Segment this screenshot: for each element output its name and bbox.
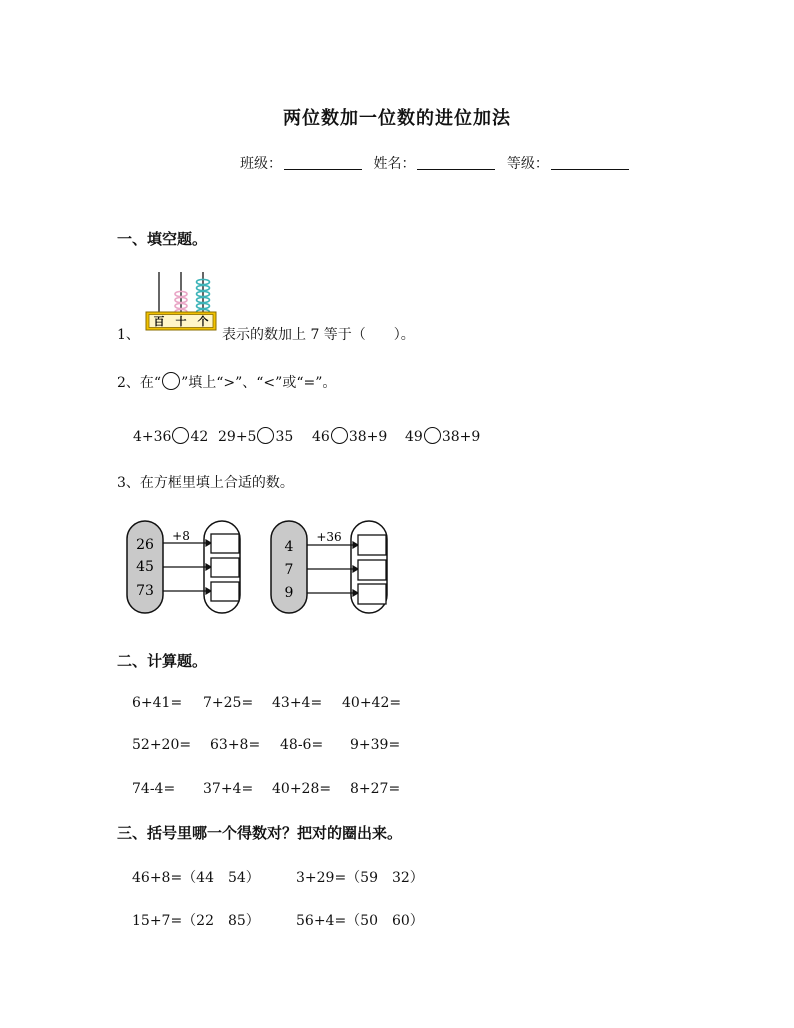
question3-text: 3、在方框里填上合适的数。 — [117, 475, 294, 491]
compare-item — [405, 427, 480, 445]
calc-item: 63+8= — [210, 737, 261, 753]
compare-right: 42 — [190, 429, 209, 445]
abacus-label-hundreds: 百 — [153, 315, 165, 328]
compare-item — [312, 427, 387, 445]
answer-box[interactable] — [211, 558, 239, 577]
answer-box[interactable] — [358, 560, 386, 580]
compare-item — [218, 427, 293, 445]
choice-item: 15+7=（22 85） — [132, 913, 260, 929]
calc-item: 40+28= — [272, 781, 332, 797]
section2-heading: 二、计算题。 — [117, 652, 208, 670]
compare-right: 38+9 — [348, 429, 388, 445]
diagram2-operation: +36 — [316, 530, 342, 544]
addition-diagram-1 — [124, 518, 244, 616]
calc-item: 48-6= — [280, 737, 324, 753]
answer-box[interactable] — [358, 584, 386, 604]
question2-suffix: ”填上“>”、“<”或“=”。 — [181, 375, 337, 391]
compare-left: 29+5 — [218, 429, 257, 445]
diagram1-value: 73 — [136, 583, 154, 599]
calc-item: 74-4= — [132, 781, 176, 797]
grade-blank[interactable] — [551, 155, 629, 170]
calc-item: 8+27= — [350, 781, 401, 797]
calc-item: 40+42= — [342, 695, 402, 711]
name-label: 姓名： — [373, 156, 416, 172]
compare-circle[interactable] — [257, 427, 274, 444]
grade-label: 等级： — [506, 156, 549, 172]
question2-text — [117, 372, 336, 392]
addition-diagram-2 — [268, 518, 392, 616]
abacus-image — [145, 270, 225, 334]
compare-item — [133, 427, 208, 445]
diagram2-value: 9 — [284, 585, 294, 601]
abacus-label-ones: 个 — [197, 315, 209, 328]
circle-symbol-icon — [162, 372, 180, 390]
answer-box[interactable] — [211, 534, 239, 553]
calc-item: 37+4= — [203, 781, 254, 797]
question1-text: 表示的数加上 7 等于（ ）。 — [222, 327, 415, 343]
name-blank[interactable] — [417, 155, 495, 170]
student-info-line — [240, 153, 636, 173]
diagram1-operation: +8 — [172, 529, 190, 543]
diagram1-value: 45 — [136, 559, 154, 575]
abacus-label-tens: 十 — [175, 315, 187, 328]
diagram2-value: 4 — [284, 539, 294, 555]
diagram1-value: 26 — [136, 537, 154, 553]
compare-circle[interactable] — [424, 427, 441, 444]
diagram2-value: 7 — [284, 562, 294, 578]
question2-prefix: 2、在“ — [117, 375, 162, 391]
question1-number: 1、 — [117, 327, 140, 343]
calc-item: 7+25= — [203, 695, 254, 711]
calc-item: 52+20= — [132, 737, 192, 753]
compare-circle[interactable] — [172, 427, 189, 444]
page-title: 两位数加一位数的进位加法 — [283, 108, 511, 129]
section3-heading: 三、括号里哪一个得数对？把对的圈出来。 — [117, 824, 403, 842]
calc-item: 9+39= — [350, 737, 401, 753]
section1-heading: 一、填空题。 — [117, 230, 208, 248]
compare-right: 35 — [275, 429, 294, 445]
compare-circle[interactable] — [331, 427, 348, 444]
compare-left: 49 — [405, 429, 423, 445]
choice-item: 3+29=（59 32） — [296, 870, 424, 886]
compare-right: 38+9 — [441, 429, 481, 445]
choice-item: 56+4=（50 60） — [296, 913, 424, 929]
class-label: 班级： — [240, 156, 282, 172]
compare-left: 4+36 — [133, 429, 172, 445]
compare-left: 46 — [312, 429, 330, 445]
answer-box[interactable] — [211, 582, 239, 601]
choice-item: 46+8=（44 54） — [132, 870, 260, 886]
calc-item: 6+41= — [132, 695, 183, 711]
class-blank[interactable] — [284, 155, 362, 170]
calc-item: 43+4= — [272, 695, 323, 711]
answer-box[interactable] — [358, 535, 386, 555]
